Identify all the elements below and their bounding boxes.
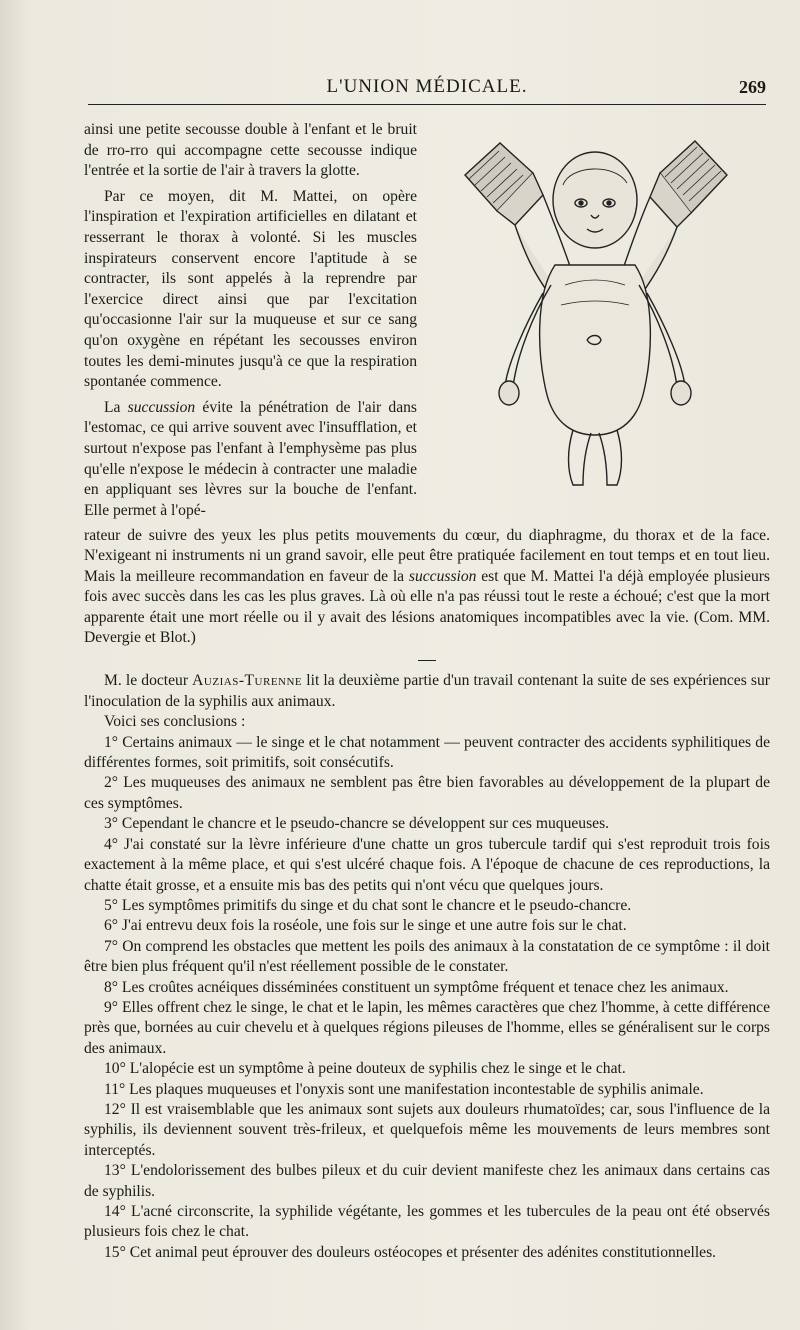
italic-term: succussion: [127, 398, 196, 416]
paragraph: [84, 526, 770, 648]
page-number: 269: [739, 77, 766, 97]
section-divider: [418, 660, 436, 661]
conclusion-item: 6° J'ai entrevu deux fois la roséole, une fois sur le singe et une autre fois sur le chat.: [104, 917, 627, 935]
conclusion-item: 10° L'alopécie est un symptôme à peine douteux de syphilis chez le singe et le chat.: [104, 1060, 626, 1078]
main-text: [84, 526, 770, 1263]
italic-term: succussion: [408, 567, 477, 585]
text-run: M. le docteur: [104, 672, 193, 690]
paragraph: Par ce moyen, dit M. Mattei, on opère l'inspiration et l'expiration artificielles en dilatant et resserrant le thorax à volonté. Si les muscles inspirateurs conservent encore l'aptitude à se contracter, ils sont appelés à la reprendre par l'exercice direct ainsi que par l'excitation qu'occasionne l'air sur la muqueuse et sur ce sang qu'on oxygène en répétant les secousses environ toutes les demi-minutes jusqu'à ce que la respiration spontanée commence.: [84, 187, 417, 391]
conclusion-item: 1° Certains animaux — le singe et le chat notamment — peuvent contracter des accidents syphilitiques de différentes formes, soit primitifs, soit consécutifs.: [84, 733, 770, 772]
page-header: [88, 74, 766, 100]
paragraph: [84, 671, 770, 712]
conclusion-item: 8° Les croûtes acnéiques disséminées constituent un symptôme fréquent et tenace chez les animaux.: [104, 978, 729, 996]
conclusion-item: 7° On comprend les obstacles que mettent les poils des animaux à la constatation de ce symptôme : il doit être bien plus fréquent qu'il n'est réellement possible de le constater.: [84, 937, 770, 976]
text-run: rateur de suivre des yeux les plus petits mouvements du cœur, du diaphragme, du thorax et de la face. N'exigeant ni instruments ni un grand savoir, elle peut être pratiquée facilement en tout temps et en tout lieu. Mais la meilleure recommandation en faveur de la: [84, 527, 770, 585]
paragraph: [84, 398, 417, 522]
conclusion-item: 14° L'acné circonscrite, la syphilide végétante, les gommes et les tubercules de la peau ont été observés plusieurs fois chez le chat.: [84, 1203, 770, 1241]
infant-succussion-illustration: [455, 125, 730, 490]
text-run: évite la pénétration de l'air dans l'estomac, ce qui arrive souvent avec l'insufflation, et surtout n'expose pas l'enfant à l'emphysème pas plus qu'elle n'expose le médecin à contracter une maladie en appliquant ses lèvres sur la bouche de l'enfant. Elle permet à l'opé-: [84, 398, 417, 519]
journal-title: L'UNION MÉDICALE.: [326, 76, 528, 97]
conclusion-item: 5° Les symptômes primitifs du singe et du chat sont le chancre et le pseudo-chancre.: [104, 896, 632, 914]
conclusion-item: 15° Cet animal peut éprouver des douleurs ostéocopes et présenter des adénites constitutionnelles.: [104, 1243, 717, 1261]
text-run: La: [104, 398, 128, 416]
paragraph: ainsi une petite secousse double à l'enfant et le bruit de rro-rro qui accompagne cette secousse indique l'entrée et la sortie de l'air à travers la glotte.: [84, 121, 417, 180]
conclusion-item: 3° Cependant le chancre et le pseudo-chancre se développent sur ces muqueuses.: [104, 815, 610, 833]
text-run: lit la deuxième partie d'un travail contenant la suite de ses expériences sur l'inoculation de la syphilis aux animaux.: [84, 672, 770, 710]
left-column-text: [84, 120, 417, 521]
paragraph: Voici ses conclusions :: [104, 713, 246, 731]
conclusion-item: 2° Les muqueuses des animaux ne semblent pas être bien favorables au développement de la plupart de ces symptômes.: [84, 774, 770, 812]
header-rule: [88, 104, 766, 105]
conclusion-item: 11° Les plaques muqueuses et l'onyxis sont une manifestation incontestable de syphilis animale.: [104, 1080, 704, 1098]
conclusion-item: 4° J'ai constaté sur la lèvre inférieure d'une chatte un gros tubercule tardif qui s'est reproduit trois fois exactement à la même place, et qui s'est ulcéré chaque fois. A l'époque de chacune de ces reproductions, la chatte était grosse, et a ensuite mis bas des petits qui n'ont vécu que quelques jours.: [84, 835, 770, 894]
conclusion-item: 9° Elles offrent chez le singe, le chat et le lapin, les mêmes caractères que chez l'homme, à cette différence près que, bornées au cuir chevelu et à quelques régions pileuses de l'homme, elles se généralisent sur le corps des animaux.: [84, 998, 770, 1057]
conclusion-item: 13° L'endolorissement des bulbes pileux et du cuir devient manifeste chez les animaux dans certains cas de syphilis.: [84, 1162, 770, 1200]
author-name: Auzias-Turenne: [192, 672, 303, 690]
conclusion-item: 12° Il est vraisemblable que les animaux sont sujets aux douleurs rhumatoïdes; car, sous l'influence de la syphilis, ils deviennent souvent très-frileux, et quelquefois même les mouvements de leurs membres sont interceptés.: [84, 1100, 770, 1159]
text-run: est que M. Mattei l'a déjà employée plusieurs fois avec succès dans les cas les plus graves. Là où elle n'a pas réussi tout le reste a échoué; c'est que la mort apparente était une mort réelle ou il y avait des lésions anatomiques incompatibles avec la vie. (Com. MM. Devergie et Blot.): [84, 567, 770, 647]
